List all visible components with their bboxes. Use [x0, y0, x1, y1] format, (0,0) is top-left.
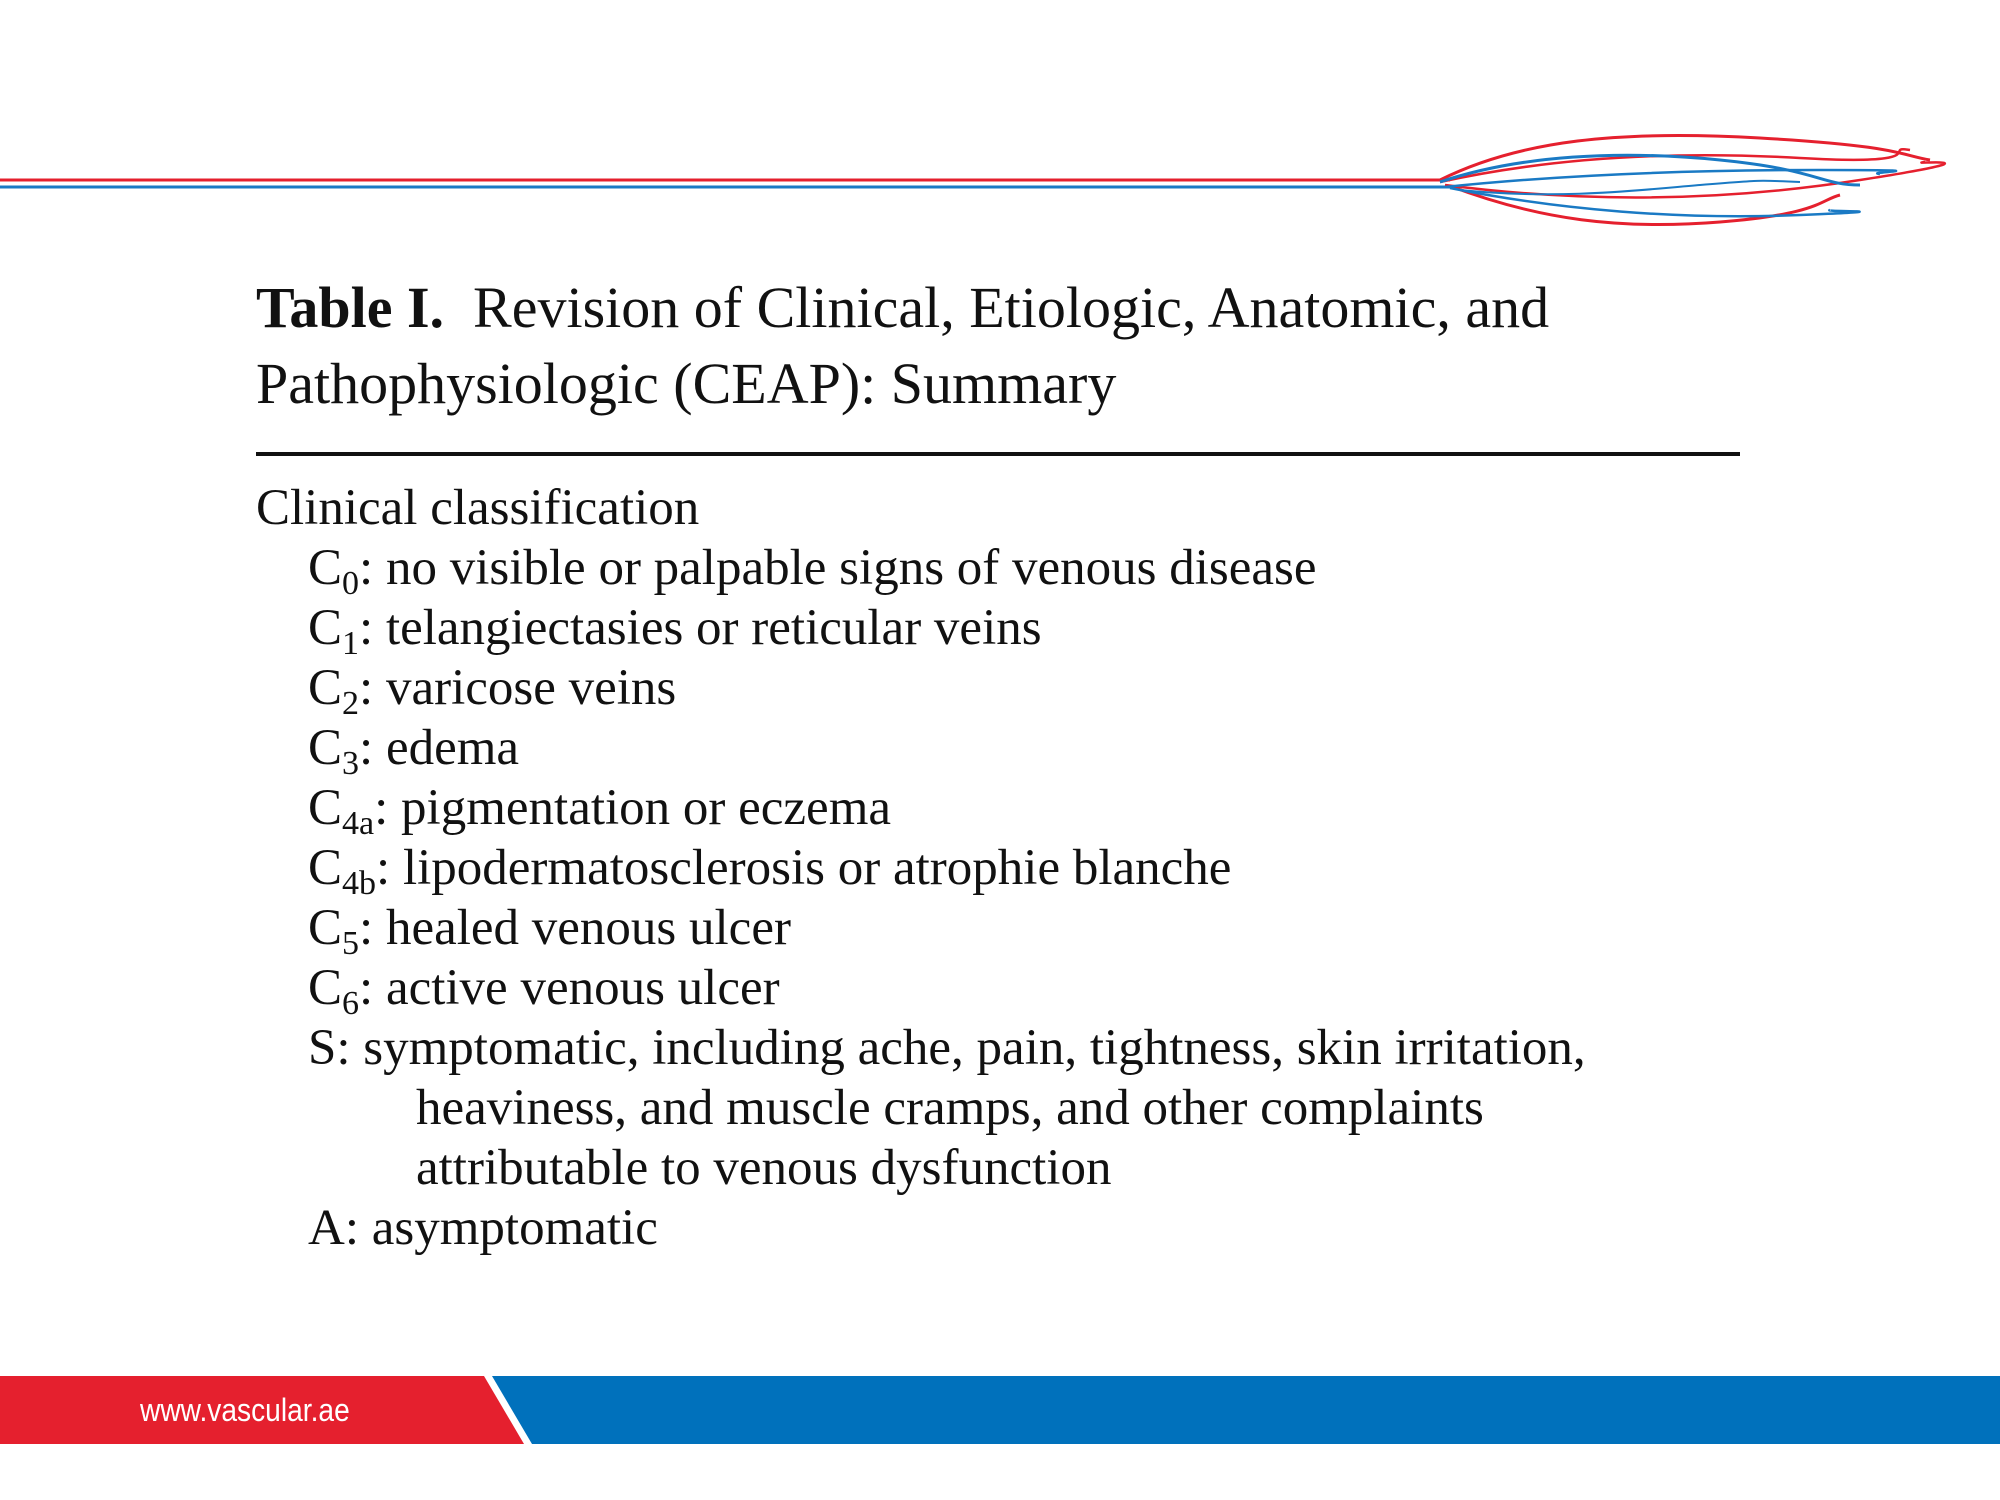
table-title-text: Revision of Clinical, Etiologic, Anatomic, and Pathophysiologic (CEAP): Summary: [256, 275, 1550, 416]
entry-subscript: 1: [342, 625, 360, 662]
list-item-c2: [256, 658, 1740, 722]
table-title: [256, 270, 1740, 422]
list-item-c3: [256, 718, 1740, 782]
table-content: [256, 270, 1740, 1258]
classification-list: [256, 538, 1740, 1258]
entry-text: : lipodermatosclerosis or atrophie blanche: [376, 840, 1232, 896]
entry-text: : healed venous ulcer: [359, 900, 791, 956]
entry-text: : pigmentation or eczema: [374, 780, 891, 836]
section-heading: Clinical classification: [256, 480, 700, 536]
entry-code: C: [308, 900, 343, 956]
entry-code: C: [308, 660, 343, 716]
entry-subscript: 4a: [342, 805, 375, 842]
footer-bar: [0, 1376, 2000, 1444]
entry-code: C: [308, 720, 343, 776]
entry-subscript: 4b: [342, 865, 377, 902]
entry-text: : telangiectasies or reticular veins: [359, 600, 1042, 656]
entry-code: C: [308, 540, 343, 596]
symptomatic-line-3: attributable to venous dysfunction: [416, 1140, 1112, 1196]
symptomatic-line-1: S: symptomatic, including ache, pain, tightness, skin irritation,: [308, 1020, 1586, 1076]
entry-text: : edema: [359, 720, 520, 776]
list-item-symptomatic: [256, 1018, 1740, 1198]
list-item-c5: [256, 898, 1740, 962]
entry-text: : active venous ulcer: [359, 960, 780, 1016]
list-item-c4a: [256, 778, 1740, 842]
list-item-c6: [256, 958, 1740, 1022]
entry-subscript: 0: [342, 565, 360, 602]
vein-lines-banner: [0, 130, 2000, 250]
entry-text: : no visible or palpable signs of venous disease: [359, 540, 1317, 596]
list-item-c1: [256, 598, 1740, 662]
website-link[interactable]: www.vascular.ae: [140, 1392, 350, 1428]
entry-subscript: 5: [342, 925, 360, 962]
table-title-label: Table I.: [256, 275, 445, 340]
entry-subscript: 3: [342, 745, 360, 782]
list-item-c4b: [256, 838, 1740, 902]
entry-code: C: [308, 840, 343, 896]
entry-code: C: [308, 780, 343, 836]
entry-code: C: [308, 600, 343, 656]
entry-subscript: 6: [342, 985, 360, 1022]
title-rule: [256, 452, 1740, 456]
entry-code: C: [308, 960, 343, 1016]
entry-subscript: 2: [342, 685, 360, 722]
list-item-asymptomatic: A: asymptomatic: [308, 1200, 658, 1256]
symptomatic-line-2: heaviness, and muscle cramps, and other complaints: [416, 1080, 1484, 1136]
list-item-c0: [256, 538, 1740, 602]
entry-text: : varicose veins: [359, 660, 677, 716]
